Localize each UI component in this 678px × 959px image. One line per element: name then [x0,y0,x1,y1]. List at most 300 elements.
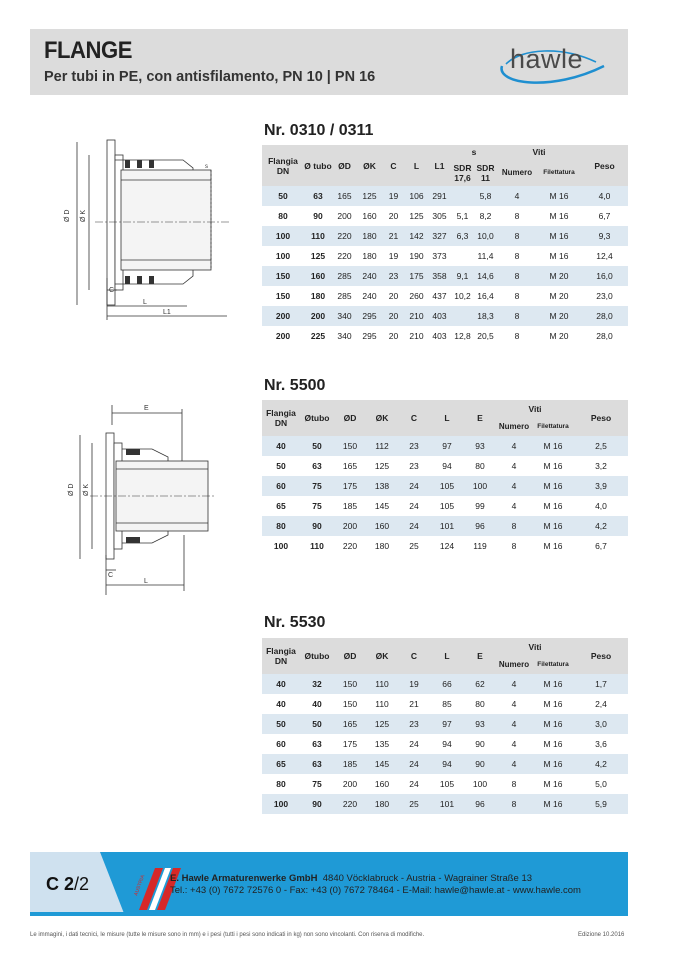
table-row [262,456,628,476]
table-cell: 24 [398,754,430,774]
table-cell: 3,6 [574,734,628,754]
table-cell: 112 [366,436,398,456]
table-cell: 105 [430,496,464,516]
table-cell: M 16 [537,186,581,206]
page-total: /2 [74,874,90,894]
table-cell: 185 [334,754,366,774]
dim-l-label: L [143,299,147,306]
table-cell: 9,1 [451,266,474,286]
table-cell: 8 [497,206,537,226]
table-cell: 40 [262,694,300,714]
table-cell: 24 [398,516,430,536]
table-cell: 75 [300,774,334,794]
table-cell: 21 [382,226,405,246]
col-k: ØK [357,145,382,186]
table-row [262,246,628,266]
col-filettatura: Filettatura [532,418,574,436]
table-cell: 25 [398,794,430,814]
table-row [262,496,628,516]
table-cell: M 16 [532,496,574,516]
col-k: ØK [366,638,398,674]
table-cell: 96 [464,794,496,814]
table-cell: 6,3 [451,226,474,246]
table-cell: 99 [464,496,496,516]
dim-s-label: s [205,164,208,170]
table-cell: 160 [304,266,332,286]
footer-company-line [170,873,532,884]
dim-e-label: E [144,405,149,412]
table-cell: 165 [332,186,357,206]
table-cell: 403 [428,306,451,326]
dim-k-label: Ø K [80,209,87,222]
table-cell: M 16 [532,794,574,814]
table-cell: 10,0 [474,226,497,246]
footer-band [30,852,628,916]
table-cell: 110 [366,674,398,694]
table-cell: 150 [262,266,304,286]
table-cell: 8 [497,226,537,246]
edition: Edizione 10.2016 [578,932,625,938]
table-cell: 63 [300,734,334,754]
table-cell: M 16 [537,206,581,226]
col-viti: Viti [497,145,581,159]
table-row [262,436,628,456]
table-cell: 160 [357,206,382,226]
table-cell: 25 [398,536,430,556]
table-cell: M 16 [532,456,574,476]
table-cell: M 16 [532,714,574,734]
col-e: E [464,400,496,436]
page-subtitle: Per tubi in PE, con antisfilamento, PN 10 | PN 16 [44,69,376,85]
table-cell: 65 [262,496,300,516]
table-cell: 90 [464,734,496,754]
col-dn: Flangia DN [262,638,300,674]
table-cell: 8 [497,246,537,266]
table-row [262,326,628,346]
table-0310 [262,145,628,346]
table-5500-body [262,436,628,556]
footer-contacts: Tel.: +43 (0) 7672 72576 0 - Fax: +43 (0) 7672 78464 - E-Mail: hawle@hawle.at - www.hawle.com [170,885,581,896]
dim-k-label-2: Ø K [83,483,90,496]
table-cell: 8 [497,326,537,346]
table-cell: 119 [464,536,496,556]
table-cell: 80 [262,206,304,226]
table-cell: 305 [428,206,451,226]
table-cell: 100 [262,794,300,814]
table-cell: 327 [428,226,451,246]
table-cell: 100 [262,536,300,556]
table-cell: 4 [496,714,532,734]
col-peso: Peso [574,638,628,674]
table-cell: 200 [304,306,332,326]
table-cell: 180 [366,536,398,556]
table-cell: 32 [300,674,334,694]
table-cell: 50 [262,186,304,206]
dim-l1-label: L1 [163,309,171,316]
table-cell: 6,7 [574,536,628,556]
table-cell: 373 [428,246,451,266]
table-cell: 93 [464,714,496,734]
table-cell: 8 [497,306,537,326]
table-cell: 210 [405,306,428,326]
table-cell: M 16 [537,246,581,266]
table-cell: 16,0 [581,266,628,286]
col-tubo: Ø tubo [304,145,332,186]
table-cell: 20 [382,206,405,226]
table-cell: 240 [357,266,382,286]
col-l1: L1 [428,145,451,186]
table-cell: 80 [464,456,496,476]
table-cell: 90 [304,206,332,226]
table-cell: 185 [334,496,366,516]
table-row [262,306,628,326]
table-cell: 94 [430,754,464,774]
table-cell: 165 [334,456,366,476]
table-cell: 100 [262,246,304,266]
table-cell: 101 [430,794,464,814]
table-cell: 50 [300,714,334,734]
table-cell: 125 [366,456,398,476]
table-cell: 4 [496,456,532,476]
table-cell: 165 [334,714,366,734]
table-row [262,206,628,226]
table-cell: 20,5 [474,326,497,346]
table-cell: 96 [464,516,496,536]
table-row [262,516,628,536]
table-cell: 4,2 [574,516,628,536]
table-cell: 100 [464,476,496,496]
table-cell: 180 [357,226,382,246]
table-cell: 100 [464,774,496,794]
table-cell: 285 [332,266,357,286]
table-cell: 19 [382,186,405,206]
col-viti: Viti [496,638,574,656]
table-cell: 105 [430,774,464,794]
table-cell: 14,6 [474,266,497,286]
table-5530 [262,638,628,814]
table-cell: 124 [430,536,464,556]
table-cell: 23 [398,456,430,476]
table-cell: 28,0 [581,306,628,326]
table-row [262,226,628,246]
table-cell: 24 [398,734,430,754]
table-cell: 3,2 [574,456,628,476]
table-cell: 75 [300,496,334,516]
table-cell: 85 [430,694,464,714]
table-cell: 40 [262,436,300,456]
section2-title: Nr. 5500 [264,377,326,394]
col-k: ØK [366,400,398,436]
table-cell: 4,0 [574,496,628,516]
table-cell: M 20 [537,266,581,286]
table-cell: 180 [366,794,398,814]
table-5500 [262,400,628,556]
drawing-0310 [55,130,255,325]
logo-text: hawle [510,44,584,74]
table-cell: 150 [334,436,366,456]
table-row [262,266,628,286]
table-cell: M 16 [532,516,574,536]
page-label: C 2 [46,874,75,894]
table-cell: 110 [304,226,332,246]
col-sdr2: SDR 11 [474,159,497,186]
table-cell: 180 [357,246,382,266]
table-row [262,774,628,794]
dim-l-label-2: L [144,578,148,585]
table-row [262,186,628,206]
table-cell: 80 [262,774,300,794]
table-cell: 93 [464,436,496,456]
table-cell: 200 [334,516,366,536]
table-cell: 220 [334,794,366,814]
col-d: ØD [332,145,357,186]
table-cell: 100 [262,226,304,246]
table-cell: 291 [428,186,451,206]
dim-c-label: C [109,287,115,294]
col-dn: Flangia DN [262,145,304,186]
table-cell: 5,1 [451,206,474,226]
table-cell: 125 [405,206,428,226]
table-cell: 5,8 [474,186,497,206]
table-cell: 220 [334,536,366,556]
col-numero: Numero [496,418,532,436]
table-cell: 138 [366,476,398,496]
table-cell: 110 [366,694,398,714]
table-cell: M 20 [537,306,581,326]
table-cell: 63 [300,754,334,774]
table-cell: 1,7 [574,674,628,694]
table-cell: 175 [334,734,366,754]
flag-text: AUSTRIA [133,874,147,897]
table-cell: 4 [496,496,532,516]
table-row [262,754,628,774]
table-cell: 21 [398,694,430,714]
table-cell: 200 [262,306,304,326]
table-cell: 63 [304,186,332,206]
table-cell: 97 [430,714,464,734]
table-cell: 260 [405,286,428,306]
table-cell: 150 [262,286,304,306]
table-cell: 65 [262,754,300,774]
table-cell: 66 [430,674,464,694]
table-cell: 23 [382,266,405,286]
section1-title: Nr. 0310 / 0311 [264,122,374,139]
table-cell: 4,0 [581,186,628,206]
table-cell: 4 [496,754,532,774]
table-cell: 40 [300,694,334,714]
table-row [262,536,628,556]
table-cell: 60 [262,734,300,754]
table-cell: M 16 [537,226,581,246]
col-c: C [398,400,430,436]
table-5530-body [262,674,628,814]
col-tubo: Øtubo [300,638,334,674]
page-title: FLANGE [44,37,133,64]
table-cell: 60 [262,476,300,496]
table-row [262,794,628,814]
table-cell: 97 [430,436,464,456]
table-cell: 40 [262,674,300,694]
table-cell: 358 [428,266,451,286]
table-cell: 9,3 [581,226,628,246]
table-cell: 225 [304,326,332,346]
table-cell: 105 [430,476,464,496]
table-cell: 24 [398,774,430,794]
section3-title: Nr. 5530 [264,614,326,631]
table-cell: 220 [332,226,357,246]
table-cell: 110 [300,536,334,556]
col-sdr1: SDR 17,6 [451,159,474,186]
table-cell: M 16 [532,754,574,774]
table-cell: 403 [428,326,451,346]
table-cell: 5,0 [574,774,628,794]
table-cell: 295 [357,326,382,346]
disclaimer: Le immagini, i dati tecnici, le misure (tutte le misure sono in mm) e i pesi (tutti i pesi sono indicati in kg) non sono vincolanti. Con riserva di modifiche. [30,932,425,938]
col-peso: Peso [574,400,628,436]
dim-c-label-2: C [108,572,114,579]
table-cell: 3,0 [574,714,628,734]
table-cell: 4,2 [574,754,628,774]
col-c: C [382,145,405,186]
table-cell: M 20 [537,286,581,306]
table-cell: 6,7 [581,206,628,226]
table-cell: 295 [357,306,382,326]
table-row [262,714,628,734]
table-cell: 125 [304,246,332,266]
table-cell [451,246,474,266]
dim-d-label-2: Ø D [68,483,75,496]
table-row [262,694,628,714]
table-cell: 80 [262,516,300,536]
table-cell: 101 [430,516,464,536]
table-cell: 200 [334,774,366,794]
table-cell: 23,0 [581,286,628,306]
table-cell: 150 [334,674,366,694]
table-cell: 8 [496,516,532,536]
table-cell: 12,8 [451,326,474,346]
table-cell: 90 [464,754,496,774]
col-filettatura: Filettatura [532,656,574,674]
col-s: s [451,145,497,159]
table-cell: 50 [262,456,300,476]
table-row [262,674,628,694]
table-cell: 4 [496,476,532,496]
table-0310-body [262,186,628,346]
table-cell: 19 [398,674,430,694]
table-cell: 8 [496,774,532,794]
col-numero: Numero [497,159,537,186]
col-l: L [405,145,428,186]
table-cell: 340 [332,306,357,326]
table-cell: 4 [496,694,532,714]
table-cell: 145 [366,496,398,516]
table-cell: M 16 [532,694,574,714]
table-cell: 4 [496,734,532,754]
table-cell: 220 [332,246,357,266]
table-cell: 285 [332,286,357,306]
table-cell: M 16 [532,674,574,694]
table-cell: 20 [382,286,405,306]
table-cell: 142 [405,226,428,246]
table-cell: 23 [398,436,430,456]
table-cell: 50 [262,714,300,734]
table-cell: 10,2 [451,286,474,306]
col-c: C [398,638,430,674]
col-tubo: Øtubo [300,400,334,436]
table-cell: 20 [382,306,405,326]
table-cell: 11,4 [474,246,497,266]
col-filettatura: Filettatura [537,159,581,186]
table-cell: 4 [496,436,532,456]
table-cell: 80 [464,694,496,714]
col-peso: Peso [581,145,628,186]
table-cell: 145 [366,754,398,774]
table-cell: 240 [357,286,382,306]
table-cell: 23 [398,714,430,734]
table-cell: 150 [334,694,366,714]
table-cell: 63 [300,456,334,476]
table-cell [451,306,474,326]
table-cell: M 16 [532,734,574,754]
table-cell: 200 [262,326,304,346]
table-row [262,476,628,496]
table-cell: 2,5 [574,436,628,456]
table-cell: 190 [405,246,428,266]
table-cell: 8 [497,286,537,306]
table-cell: M 20 [537,326,581,346]
table-cell: 12,4 [581,246,628,266]
table-cell: 28,0 [581,326,628,346]
table-cell: 2,4 [574,694,628,714]
table-cell: 160 [366,516,398,536]
table-cell [451,186,474,206]
table-cell: 19 [382,246,405,266]
table-cell: 5,9 [574,794,628,814]
table-cell: 125 [366,714,398,734]
table-cell: 200 [332,206,357,226]
table-cell: 50 [300,436,334,456]
table-row [262,286,628,306]
col-d: ØD [334,638,366,674]
col-viti: Viti [496,400,574,418]
table-cell: 90 [300,516,334,536]
table-cell: 18,3 [474,306,497,326]
company-address: 4840 Vöcklabruck - Austria - Wagrainer Straße 13 [322,873,533,884]
table-cell: M 16 [532,436,574,456]
table-cell: 3,9 [574,476,628,496]
table-cell: M 16 [532,536,574,556]
table-cell: 94 [430,456,464,476]
col-d: ØD [334,400,366,436]
col-dn: Flangia DN [262,400,300,436]
table-cell: 175 [405,266,428,286]
table-cell: 24 [398,496,430,516]
table-cell: M 16 [532,774,574,794]
page-number [46,874,89,895]
table-cell: 90 [300,794,334,814]
table-cell: 160 [366,774,398,794]
table-cell: 8 [496,794,532,814]
table-cell: 180 [304,286,332,306]
table-cell: 340 [332,326,357,346]
table-row [262,734,628,754]
table-cell: 75 [300,476,334,496]
table-cell: 4 [497,186,537,206]
table-cell: 437 [428,286,451,306]
table-cell: 175 [334,476,366,496]
table-cell: 16,4 [474,286,497,306]
table-cell: 106 [405,186,428,206]
